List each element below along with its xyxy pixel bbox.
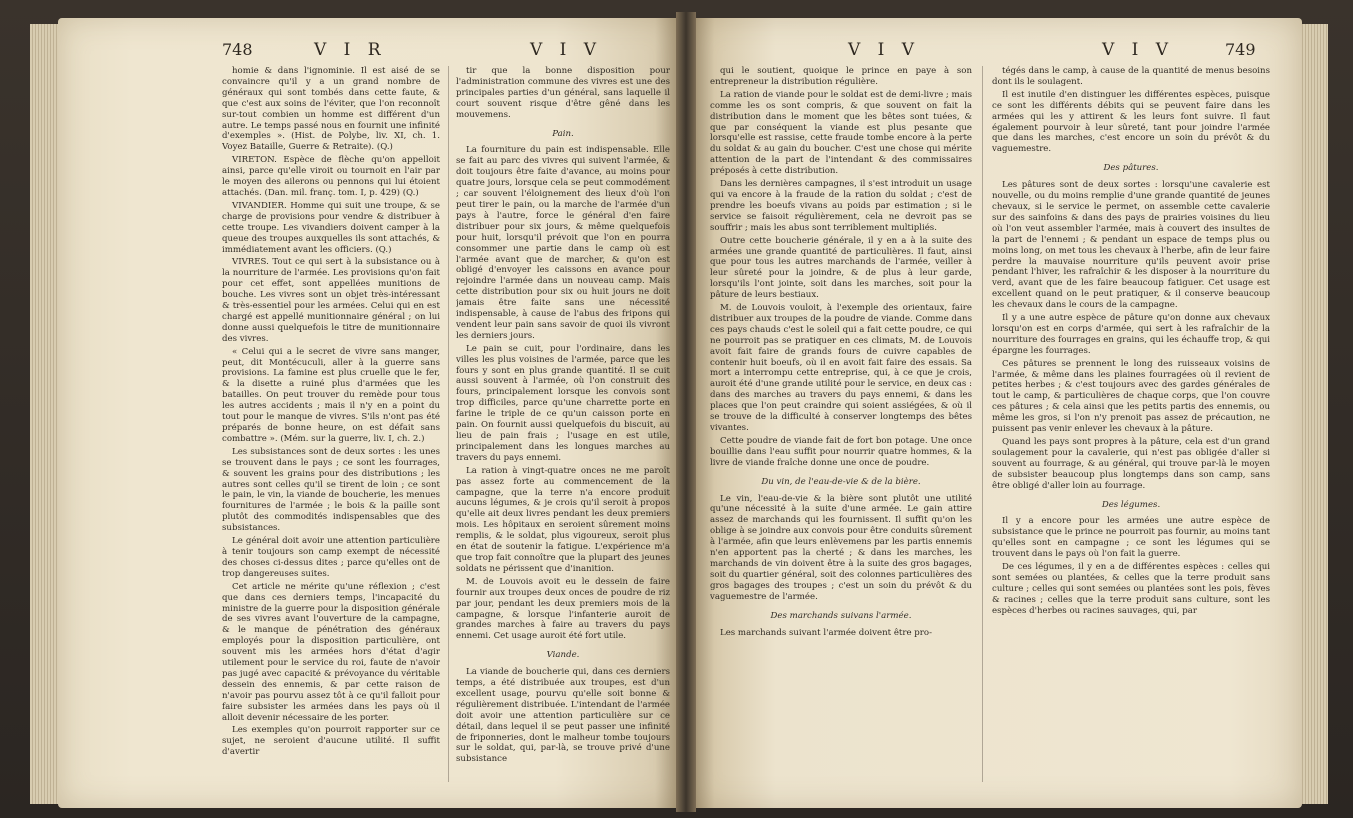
- left-page-column-1: [222, 66, 440, 782]
- paragraph: tégés dans le camp, à cause de la quantité de menus besoins dont ils le soulagent.: [992, 66, 1270, 87]
- right-page-edges: [1302, 24, 1328, 804]
- left-page-edges: [30, 24, 60, 804]
- paragraph: M. de Louvois avoit eu le dessein de faire fournir aux troupes deux onces de poudre de riz par jour, pendant les deux premiers mois de la campagne, & lorsque l'infanterie auroit de grandes marches à faire au travers du pays ennemi. Cet usage auroit été fort utile.: [456, 576, 670, 642]
- paragraph: La viande de boucherie qui, dans ces derniers temps, a été distribuée aux troupes, est d'un excellent usage, pourvu qu'elle soit bonne & régulièrement distribuée. L'intendant de l'armée doit avoir une attention particulière sur ce détail, dans lequel il se peut passer une infinité de friponneries, dont le malheur tombe toujours sur le soldat, qui, par-là, se trouve privé d'une subsistance: [456, 667, 670, 765]
- paragraph: M. de Louvois vouloit, à l'exemple des orientaux, faire distribuer aux troupes de la poudre de viande. Comme dans ces pays chauds c'est le soleil qui a fait cette poudre, ce qui ne pourroit pas se pratiquer en ces climats, M. de Louvois avoit fait faire de grands fours de cuivre capables de contenir huit boeufs, où il en avoit fait faire des essais. Sa mort a interrompu cette entreprise, qui, à ce que je crois, auroit été d'une grande utilité pour le service, en deux cas : dans des marches au travers du pays ennemi, & dans les places que l'on peut craindre qui soient assiégées, & où il se trouve de la difficulté à conserver longtemps des bêtes vivantes.: [710, 303, 972, 433]
- paragraph: La ration de viande pour le soldat est de demi-livre ; mais comme les os sont compris, & que souvent on fait la distribution dans le moment que les bêtes sont tuées, & que par conséquent la viande est plus pesante que lorsqu'elle est rassise, cette fraude tombe encore à la perte du soldat & au gain du boucher. C'est une chose qui mérite attention de la part de l'intendant & des commissaires préposés à cette distribution.: [710, 89, 972, 177]
- paragraph: Il y a encore pour les armées une autre espèce de subsistance que le prince ne pourroit pas fournir, au moins tant qu'elles sont en campagne ; ce sont les légumes qui se trouvent dans le pays où l'on fait la guerre.: [992, 516, 1270, 560]
- paragraph: Le pain se cuit, pour l'ordinaire, dans les villes les plus voisines de l'armée, parce que les fours y sont en plus grande quantité. Il se cuit aussi souvent à l'armée, où l'on construit des fours, principalement lorsque les convois sont trop difficiles, parce qu'une charrette porte en farine le triple de ce qu'un caisson porte en pain. On fournit aussi quelquefois du biscuit, au lieu de pain frais ; l'usage en est utile, principalement dans les longues marches au travers du pays ennemi.: [456, 343, 670, 463]
- section-heading-vin: Du vin, de l'eau-de-vie & de la bière.: [761, 476, 921, 487]
- paragraph: De ces légumes, il y en a de différentes espèces : celles qui sont semées ou plantées, & celles que la terre produit sans culture ; celles qui sont semées ou plantées sont les pois, fèves & racines ; celles que la terre produit sans culture, sont les espèces d'herbes ou racines sauvages, qui, par: [992, 562, 1270, 616]
- right-page-column-2: [992, 66, 1270, 782]
- section-heading-viande: Viande.: [546, 650, 580, 661]
- column-divider: [448, 66, 449, 782]
- paragraph: Dans les dernières campagnes, il s'est introduit un usage qui va encore à la fraude de la ration du soldat ; c'est de prendre les boeufs vivans au poids par estimation ; si le service se faisoit régulièrement, cela ne devroit pas se souffrir ; mais les abus sont terriblement multipliés.: [710, 179, 972, 233]
- paragraph: tir que la bonne disposition pour l'administration commune des vivres est une des principales parties d'un général, sans laquelle il court souvent risque d'être gêné dans les mouvemens.: [456, 66, 670, 120]
- paragraph: Quand les pays sont propres à la pâture, cela est d'un grand soulagement pour la cavalerie, qui n'est pas obligée d'aller si souvent au fourrage, & au général, qui trouve par-là le moyen de subsister beaucoup plus longtemps dans son camp, sans être obligé d'aller loin au fourrage.: [992, 437, 1270, 491]
- section-heading-marchands: Des marchands suivans l'armée.: [770, 610, 912, 621]
- paragraph: Il est inutile d'en distinguer les différentes espèces, puisque ce sont les différents débits qui se peuvent faire dans les armées qui les y attirent & les leurs font suivre. Il faut également pourvoir à leur sûreté, tant pour joindre l'armée que dans les marches, c'est encore un soin du prévôt & du vaguemestre.: [992, 89, 1270, 155]
- paragraph: qui le soutient, quoique le prince en paye à son entrepreneur la distribution régulière.: [710, 66, 972, 87]
- paragraph: Les marchands suivant l'armée doivent être pro-: [720, 627, 932, 638]
- paragraph: Le général doit avoir une attention particulière à tenir toujours son camp exempt de nécessité des choses ci-dessus dites ; parce qu'elles ont de trop dangereuses suites.: [222, 536, 440, 579]
- paragraph: Ces pâtures se prennent le long des ruisseaux voisins de l'armée, & même dans les plaines fourragées où il revient de petites herbes ; & c'est toujours avec des gardes générales de tout le camp, & particulières de chaque corps, que l'on couvre ces pâtures ; & cela ainsi que les petits partis des ennemis, ou même les gros, si l'on n'y prenoit pas assez de précaution, ne puissent pas venir enlever les chevaux à la pâture.: [992, 358, 1270, 435]
- left-page-column-2: [456, 66, 670, 782]
- paragraph: Les pâtures sont de deux sortes : lorsqu'une cavalerie est nouvelle, ou du moins remplie d'une grande quantité de jeunes chevaux, si le service le permet, on assemble cette cavalerie sur des sainfoins & dans des pays de prairies voisines du lieu où l'on veut assembler l'armée, mais à couvert des insultes de la part de l'ennemi ; & pendant un espace de temps plus ou moins long, on met tous les chevaux à l'herbe, afin de leur faire perdre la mauvaise nourriture qu'ils peuvent avoir prise pendant l'hiver, les rafraîchir & les disposer à la nourriture du verd, avant que de les faire beaucoup fatiguer. Cet usage est excellent quand on le peut pratiquer, & il conserve beaucoup les chevaux dans le cours de la campagne.: [992, 180, 1270, 311]
- column-divider: [982, 66, 983, 782]
- left-header-title-1: V I R: [314, 40, 387, 60]
- paragraph: Cet article ne mérite qu'une réflexion ; c'est que dans ces derniers temps, l'incapacité du ministre de la guerre pour la disposition générale de ses vivres avant l'ouverture de la campagne, & le manque de pénétration des généraux employés pour la disposition particulière, ont souvent mis les armées hors d'état d'agir utilement pour le service du roi, faute de n'avoir pas jugé avec capacité & prévoyance du véritable dessein des ennemis, & par cette raison de n'avoir pas pourvu assez tôt à ce qu'il falloit pour faire subsister les armées dans les pays où il alloit devenir nécessaire de les porter.: [222, 581, 440, 723]
- right-page-header: [710, 40, 1270, 62]
- left-page-number: 748: [222, 40, 253, 59]
- left-page-header: [222, 40, 662, 62]
- section-heading-legumes: Des légumes.: [1101, 499, 1161, 510]
- right-page-number: 749: [1225, 40, 1256, 59]
- paragraph: « Celui qui a le secret de vivre sans manger, peut, dit Montécuculi, aller à la guerre sans provisions. La famine est plus cruelle que le fer, & la disette a ruiné plus d'armées que les batailles. On peut trouver du remède pour tous les autres accidents ; mais il n'y en a point du tout pour le manque de vivres. S'ils n'ont pas été préparés de bonne heure, on est défait sans combattre ». (Mém. sur la guerre, liv. I, ch. 2.): [222, 346, 440, 444]
- paragraph: VIVANDIER. Homme qui suit une troupe, & se charge de provisions pour vendre & distribuer à cette troupe. Les vivandiers doivent camper à la queue des troupes auxquelles ils sont attachés, & immédiatement avant les officiers. (Q.): [222, 200, 440, 255]
- paragraph: La fourniture du pain est indispensable. Elle se fait au parc des vivres qui suivent l'armée, & doit toujours être faite d'avance, au moins pour quatre jours, lorsque cela se peut commodément ; car souvent l'éloignement des lieux d'où l'on peut tirer le pain, ou la marche de l'armée d'un pays à l'autre, force le général d'en faire distribuer pour six jours, & même quelquefois pour huit, lorsqu'il prévoit que l'on en pourra consommer une partie dans le camp où est l'armée avant que de marcher, & qu'on est obligé d'envoyer les caissons en avance pour rejoindre l'armée dans un nouveau camp. Mais cette distribution pour six ou huit jours ne doit jamais être faite sans une nécessité indispensable, à cause de l'abus des fripons qui vendent leur pain sans savoir de quoi ils vivront les derniers jours.: [456, 145, 670, 341]
- right-page-column-1: [710, 66, 972, 782]
- left-header-title-2: V I V: [530, 40, 603, 60]
- paragraph: Les exemples qu'on pourroit rapporter sur ce sujet, ne seroient d'aucune utilité. Il suffit d'avertir: [222, 725, 440, 758]
- paragraph: VIVRES. Tout ce qui sert à la subsistance ou à la nourriture de l'armée. Les provisions qu'on fait pour cet effet, sont appellées munitions de bouche. Les vivres sont un objet très-intéressant & très-essentiel pour les armées. Celui qui en est chargé est appellé munitionnaire général ; on lui donne aussi quelquefois le titre de munitionnaire des vivres.: [222, 257, 440, 344]
- paragraph: VIRETON. Espèce de flèche qu'on appelloit ainsi, parce qu'elle viroit ou tournoit en l'air par le moyen des ailerons ou pennons qui lui étoient attachés. (Dan. mil. franç. tom. I, p. 429) (Q.): [222, 155, 440, 198]
- paragraph: La ration à vingt-quatre onces ne me paroît pas assez forte au commencement de la campagne, que la terre n'a encore produit aucuns légumes, & je crois qu'il seroit à propos qu'elle ait deux livres pendant les deux premiers mois. Les hôpitaux en seroient sûrement moins remplis, & le soldat, plus vigoureux, seroit plus en état de soutenir la fatigue. L'expérience m'a que trop fait connoître que la plupart des jeunes soldats ne périssent que d'inanition.: [456, 465, 670, 574]
- paragraph: Il y a une autre espèce de pâture qu'on donne aux chevaux lorsqu'on est en corps d'armée, qui sert à les rafraîchir de la nourriture des fourrages en grains, qui les échauffe trop, & qui épargne les fourrages.: [992, 313, 1270, 356]
- paragraph: Outre cette boucherie générale, il y en a à la suite des armées une grande quantité de particulières. Il faut, ainsi que pour tous les autres marchands de l'armée, veiller à leur sûreté pour la joindre, & de plus à leur garde, lorsqu'ils l'ont jointe, soit dans les marches, soit pour la pâture de leurs bestiaux.: [710, 235, 972, 301]
- section-heading-pain: Pain.: [552, 128, 574, 139]
- paragraph: Le vin, l'eau-de-vie & la bière sont plutôt une utilité qu'une nécessité à la suite d'une armée. Le gain attire assez de marchands qui les fournissent. Il suffit qu'on les oblige à se joindre aux convois pour être conduits sûrement à l'armée, afin que leurs enlèvemens par les partis ennemis n'en apportent pas la cherté ; & dans les marches, les marchands de vin doivent être à la suite des gros bagages, soit du quartier général, soit des colonnes particulières des gros bagages des troupes ; c'est un soin du prévôt & du vaguemestre de l'armée.: [710, 493, 972, 602]
- right-header-title-1: V I V: [848, 40, 921, 60]
- paragraph: Les subsistances sont de deux sortes : les unes se trouvent dans le pays ; ce sont les fourrages, & souvent les grains pour des distributions ; les autres sont celles qu'il se tirent de loin ; ce sont le pain, le vin, la viande de boucherie, les menues fournitures de l'armée ; le bois & la paille sont plutôt des commodités indispensables que des subsistances.: [222, 446, 440, 534]
- section-heading-patures: Des pâtures.: [1103, 163, 1159, 174]
- paragraph: homie & dans l'ignominie. Il est aisé de se convaincre qu'il y a un grand nombre de généraux qui sont tombés dans cette faute, & que c'est aux soins de l'éviter, que l'on reconnoît sur-tout combien un homme est différent d'un autre. Le temps passé nous en fournit une infinité d'exemples ». (Hist. de Polybe, liv. XI, ch. 1. Voyez Bataille, Guerre & Retraite). (Q.): [222, 66, 440, 153]
- right-header-title-2: V I V: [1102, 40, 1175, 60]
- book-gutter: [676, 12, 696, 812]
- paragraph: Cette poudre de viande fait de fort bon potage. Une once bouillie dans l'eau suffit pour nourrir quatre hommes, & la livre de viande fraîche donne une once de poudre.: [710, 435, 972, 468]
